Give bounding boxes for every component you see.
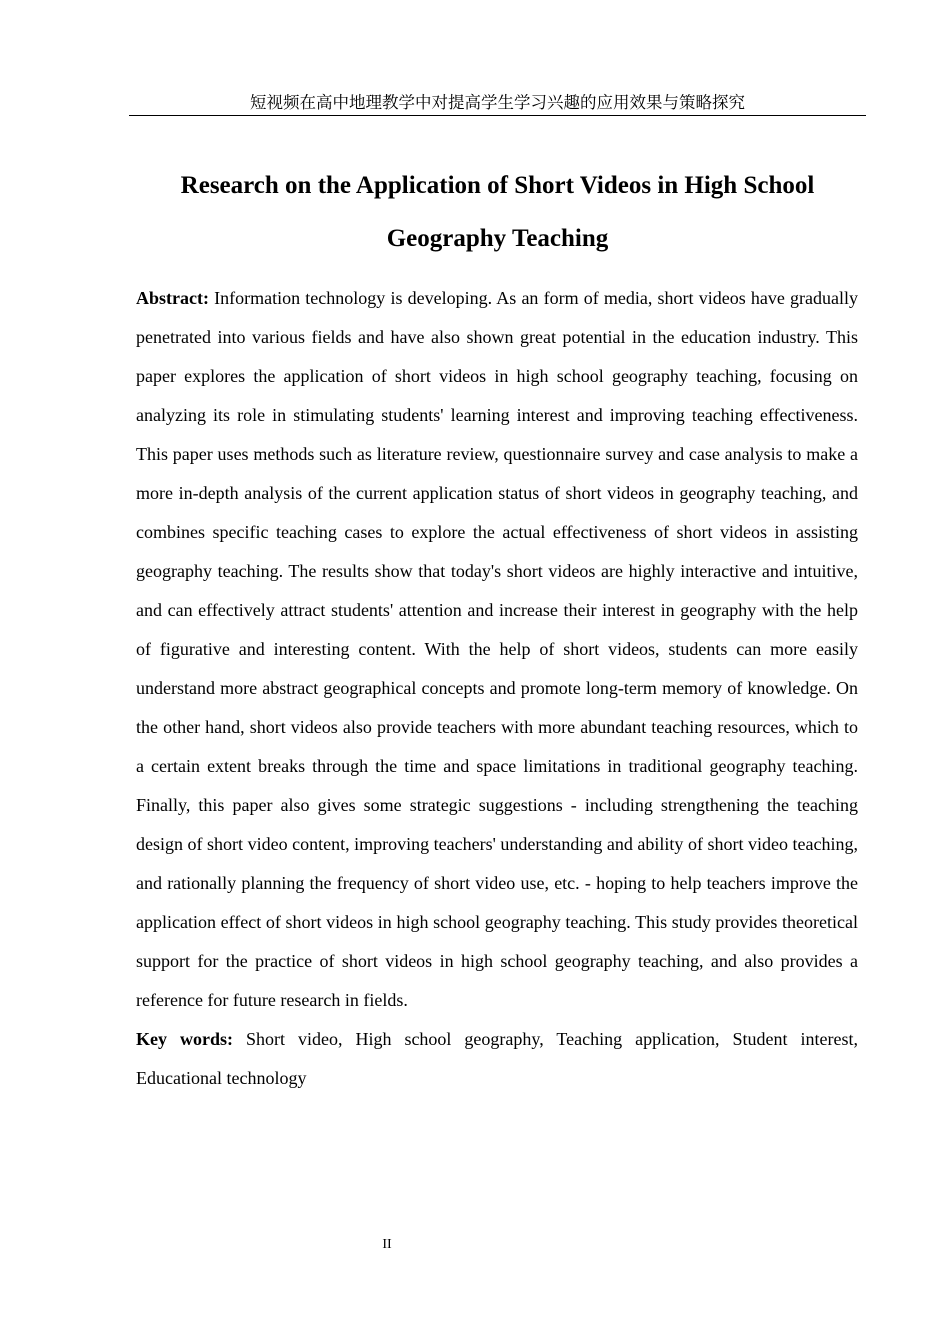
keywords-paragraph [136, 1020, 858, 1098]
paper-title-line-1: Research on the Application of Short Videos in High School [180, 172, 815, 199]
paper-title-line-2: Geography Teaching [386, 225, 609, 252]
running-header-title: 短视频在高中地理教学中对提高学生学习兴趣的应用效果与策略探究 [250, 93, 745, 112]
abstract-section [136, 279, 858, 1098]
abstract-label: Abstract: [136, 288, 209, 308]
abstract-text: Information technology is developing. As an form of media, short videos have gradually penetrated into various fields and have also shown great potential in the education industry. This paper explores the application of short videos in high school geography teaching, focusing on analyzing its role in stimulating students' learning interest and improving teaching effectiveness. This paper uses methods such as literature review, questionnaire survey and case analysis to make a more in-depth analysis of the current application status of short videos in geography teaching, and combines specific teaching cases to explore the actual effectiveness of short videos in assisting geography teaching. The results show that today's short videos are highly interactive and intuitive, and can effectively attract students' attention and increase their interest in geography with the help of figurative and interesting content. With the help of short videos, students can more easily understand more abstract geographical concepts and promote long-term memory of knowledge. On the other hand, short videos also provide teachers with more abundant teaching resources, which to a certain extent breaks through the time and space limitations in traditional geography teaching. Finally, this paper also gives some strategic suggestions - including strengthening the teaching design of short video content, improving teachers' understanding and ability of short video teaching, and rationally planning the frequency of short video use, etc. - hoping to help teachers improve the application effect of short videos in high school geography teaching. This study provides theoretical support for the practice of short videos in high school geography teaching, and also provides a reference for future research in fields. [136, 288, 859, 1010]
running-header [129, 91, 866, 116]
keywords-text: Short video, High school geography, Teaching application, Student interest, Educational technology [136, 1029, 859, 1088]
page-number: II [382, 1237, 392, 1252]
paper-title [130, 159, 865, 265]
abstract-paragraph [136, 279, 858, 1020]
keywords-label: Key words: [136, 1029, 233, 1049]
